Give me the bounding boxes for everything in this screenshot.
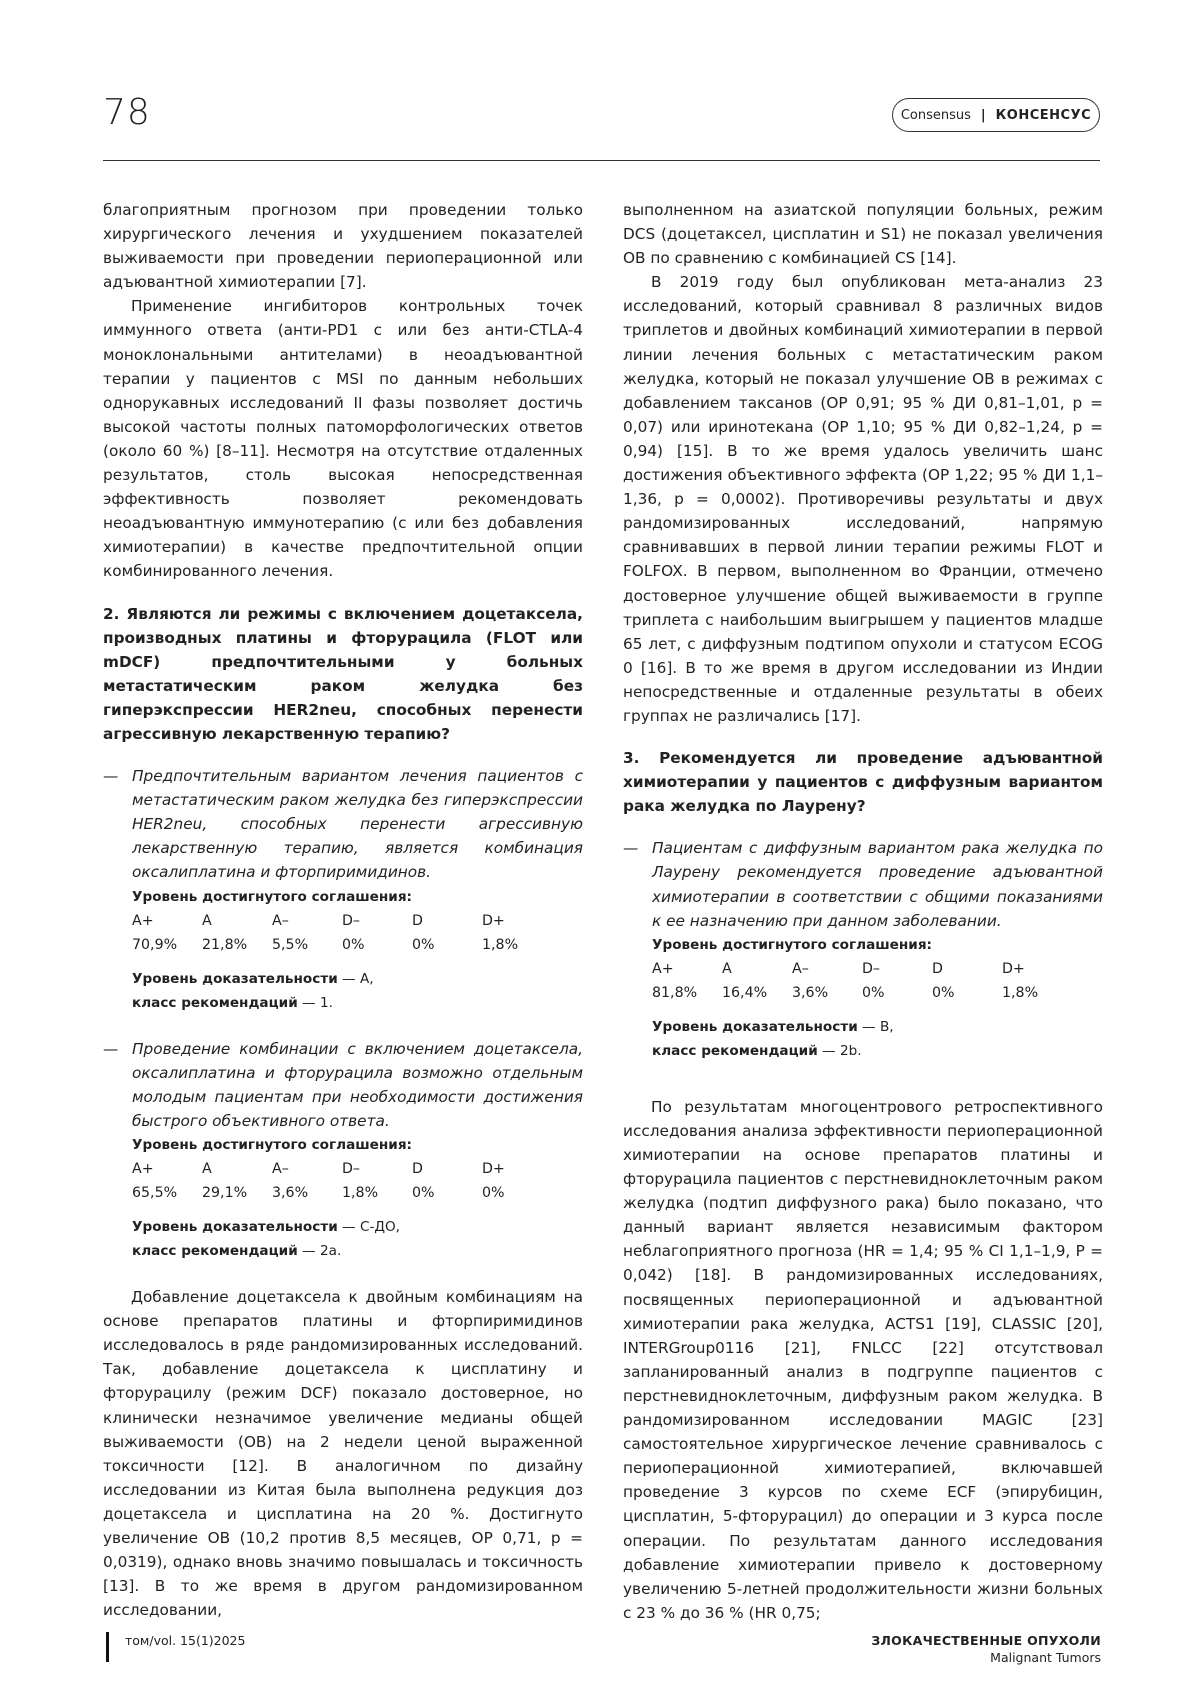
- evidence-level: [652, 1015, 1103, 1039]
- agreement-header: A+: [132, 912, 154, 929]
- agreement-value: 65,5%: [132, 1185, 178, 1202]
- paragraph: Применение ингибиторов контрольных точек иммунного ответа (анти-PD1 с или без анти-CTLA-4 моноклональными антителами) в неоадъювантной терапии у пациентов с MSI по данным небольших однорукавных исследований II фазы позволяет достичь высокой частоты полных патоморфологических ответов (около 60 %) [8–11]. Несмотря на отсутствие отдаленных результатов, столь высокая непосредственная эффективность позволяет рекомендовать неоадъювантную иммунотерапию (с или без добавления химиотерапии) в качестве предпочтительной опции комбинированного лечения.: [103, 297, 583, 581]
- recommendation-class: [132, 991, 583, 1015]
- agreement-label: Уровень достигнутого соглашения:: [132, 1137, 412, 1153]
- agreement-header: D–: [342, 1161, 361, 1178]
- agreement-value: 0%: [482, 1185, 505, 1202]
- paragraph: выполненном на азиатской популяции больных, режим DCS (доцетаксел, цисплатин и S1) не показал увеличения ОВ по сравнению с комбинацией CS [14].: [623, 201, 1103, 268]
- right-column: [623, 198, 1103, 1625]
- evidence-label: Уровень доказательности: [132, 970, 338, 987]
- paragraph: Добавление доцетаксела к двойным комбинациям на основе препаратов платины и фторпиримидинов исследовалось в ряде рандомизированных исследований. Так, добавление доцетаксела к цисплатину и фторурацилу (режим DCF) показало достоверное, но клинически незначимое увеличение медианы общей выживаемости (ОВ) на 2 недели ценой выраженной токсичности [12]. В аналогичном по дизайну исследовании из Китая была выполнена редукция доз доцетаксела и цисплатина на 20 %. Достигнуто увеличение ОВ (10,2 против 8,5 месяцев, ОР 0,71, p = 0,0319), однако вновь значимо повышалась и токсичность [13]. В то же время в другом рандомизированном исследовании,: [103, 1288, 583, 1620]
- agreement-value: 16,4%: [722, 984, 768, 1001]
- evidence-value: — A,: [337, 970, 374, 987]
- agreement-value: 1,8%: [1002, 984, 1039, 1001]
- paragraph: По результатам многоцентрового ретроспективного исследования анализа эффективности периоперационной химиотерапии на основе препаратов платины и фторурацила пациентов с перстневидноклеточным раком желудка (подтип диффузного рака) было показано, что данный вариант является независимым фактором неблагоприятного прогноза (HR = 1,4; 95 % CI 1,1–1,9, P = 0,042) [18]. В рандомизированных исследованиях, посвященных периоперационной и адъювантной химиотерапии рака желудка, ACTS1 [19], CLASSIC [20], INTERGroup0116 [21], FNLCC [22] отсутствовал запланированный анализ в подгруппе пациентов с перстневидноклеточным, диффузным раком желудка. В рандомизированном исследовании MAGIC [23] самостоятельное хирургическое лечение сравнивалось с периоперационной химиотерапией, включавшей проведение 3 курсов по схеме ECF (эпирубицин, цисплатин, 5-фторурацил) до операции и 3 курса после операции. По результатам данного исследования добавление химиотерапии привело к достоверному увеличению 5-летней продолжительности жизни больных с 23 % до 36 % (HR 0,75;: [623, 1097, 1103, 1622]
- footer-volume: том/vol. 15(1)2025: [125, 1633, 246, 1648]
- agreement-value: 0%: [412, 1185, 435, 1202]
- agreement-value: 29,1%: [202, 1185, 248, 1202]
- agreement-header: A: [202, 1161, 212, 1178]
- agreement-header: D: [932, 960, 943, 977]
- agreement-value: 3,6%: [272, 1185, 309, 1202]
- agreement-value: 0%: [862, 984, 885, 1001]
- agreement-value: 1,8%: [482, 936, 519, 953]
- footer-journal: [871, 1632, 1101, 1666]
- evidence-value: — С-ДО,: [337, 1219, 401, 1236]
- class-value: — 1.: [297, 994, 333, 1011]
- agreement-value: 5,5%: [272, 936, 309, 953]
- agreement-header: A–: [272, 912, 289, 929]
- list-dash: —: [103, 767, 119, 786]
- header-divider: [103, 160, 1100, 161]
- agreement-value: 70,9%: [132, 936, 178, 953]
- agreement-value: 0%: [342, 936, 365, 953]
- agreement-label: Уровень достигнутого соглашения:: [132, 888, 412, 905]
- evidence-label: Уровень доказательности: [652, 1018, 858, 1035]
- agreement-value: 0%: [932, 984, 955, 1001]
- agreement-value: 0%: [412, 936, 435, 953]
- evidence-level: [132, 967, 583, 991]
- agreement-value: 1,8%: [342, 1185, 379, 1202]
- evidence-level: [132, 1215, 583, 1239]
- page-number: 78: [103, 92, 151, 133]
- recommendation-class: [652, 1039, 1103, 1063]
- agreement-header: D: [412, 912, 423, 929]
- agreement-header: D+: [482, 912, 505, 929]
- recommendation-class: [132, 1239, 583, 1263]
- badge-separator: |: [980, 107, 986, 123]
- class-label: класс рекомендаций: [132, 994, 298, 1011]
- class-label: класс рекомендаций: [652, 1042, 818, 1059]
- recommendation-item: [623, 836, 1103, 1062]
- class-value: — 2а.: [297, 1243, 342, 1260]
- evidence-label: Уровень доказательности: [132, 1219, 338, 1236]
- class-value: — 2b.: [817, 1042, 862, 1059]
- recommendation-item: [103, 764, 583, 1015]
- question-heading: 3. Рекомендуется ли проведение адъювантной химиотерапии у пациентов с диффузным вариантом рака желудка по Лаурену?: [623, 749, 1103, 816]
- badge-label-ru: КОНСЕНСУС: [995, 107, 1092, 123]
- agreement-header: D+: [1002, 960, 1025, 977]
- question-heading: 2. Являются ли режимы с включением доцетаксела, производных платины и фторурацила (FLOT или mDCF) предпочтительными у больных метастатическим раком желудка без гиперэкспрессии HER2neu, способных перенести агрессивную лекарственную терапию?: [103, 604, 583, 743]
- agreement-label: Уровень достигнутого соглашения:: [652, 936, 932, 953]
- evidence-value: — B,: [857, 1018, 894, 1035]
- agreement-value: 81,8%: [652, 984, 698, 1001]
- paragraph: В 2019 году был опубликован мета-анализ 23 исследований, который сравнивал 8 различных видов триплетов и двойных комбинаций химиотерапии в первой линии лечения больных с метастатическим раком желудка, который не показал улучшение ОВ в режимах с добавлением таксанов (ОР 0,91; 95 % ДИ 0,81–1,01, p = 0,07) или иринотекана (ОР 1,10; 95 % ДИ 0,82–1,24, p = 0,94) [15]. В то же время удалось увеличить шанс достижения объективного эффекта (ОР 1,22; 95 % ДИ 1,1–1,36, p = 0,0002). Противоречивы результаты и двух рандомизированных исследований, напрямую сравнивавших в первой линии терапии режимы FLOT и FOLFOX. В первом, выполненном во Франции, отмечено достоверное улучшение общей выживаемости в группе триплета с наибольшим выигрышем у пациентов младше 65 лет, с диффузным подтипом опухоли и статусом ECOG 0 [16]. В то же время в другом исследовании из Индии непосредственные и отдаленные результаты в обеих группах не различались [17].: [623, 273, 1103, 725]
- agreement-header: A: [722, 960, 732, 977]
- section-badge: [892, 98, 1100, 132]
- list-dash: —: [623, 839, 639, 858]
- left-column: [103, 198, 583, 1622]
- agreement-header: D+: [482, 1161, 505, 1178]
- recommendation-text: Проведение комбинации с включением доцетаксела, оксалиплатина и фторурацила возможно отдельным молодым пациентам при необходимости достижения быстрого объективного ответа.: [132, 1039, 583, 1130]
- agreement-header: A+: [652, 960, 674, 977]
- recommendation-text: Предпочтительным вариантом лечения пациентов с метастатическим раком желудка без гиперэкспрессии HER2neu, способных перенести агрессивную лекарственную терапию, является комбинация оксалиплатина и фторпиримидинов.: [132, 767, 583, 882]
- agreement-header: A: [202, 912, 212, 929]
- agreement-header: D: [412, 1161, 423, 1178]
- journal-title-en: Malignant Tumors: [990, 1650, 1101, 1665]
- list-dash: —: [103, 1039, 119, 1058]
- paragraph: благоприятным прогнозом при проведении только хирургического лечения и ухудшением показателей выживаемости при проведении периоперационной или адъювантной химиотерапии [7].: [103, 201, 583, 292]
- agreement-table: [132, 909, 583, 957]
- agreement-table: [652, 957, 1103, 1005]
- agreement-header: D–: [862, 960, 881, 977]
- footer-bar: [106, 1632, 109, 1662]
- agreement-value: 21,8%: [202, 936, 248, 953]
- recommendation-item: [103, 1037, 583, 1263]
- agreement-value: 3,6%: [792, 984, 829, 1001]
- agreement-table: [132, 1157, 583, 1205]
- agreement-header: D–: [342, 912, 361, 929]
- agreement-header: A+: [132, 1161, 154, 1178]
- journal-title-ru: ЗЛОКАЧЕСТВЕННЫЕ ОПУХОЛИ: [871, 1633, 1101, 1648]
- agreement-header: A–: [792, 960, 809, 977]
- badge-label-en: Consensus: [900, 107, 971, 123]
- class-label: класс рекомендаций: [132, 1243, 298, 1260]
- recommendation-text: Пациентам с диффузным вариантом рака желудка по Лаурену рекомендуется проведение адъювантной химиотерапии в соответствии с общими показаниями к ее назначению при данном заболевании.: [652, 839, 1103, 930]
- agreement-header: A–: [272, 1161, 289, 1178]
